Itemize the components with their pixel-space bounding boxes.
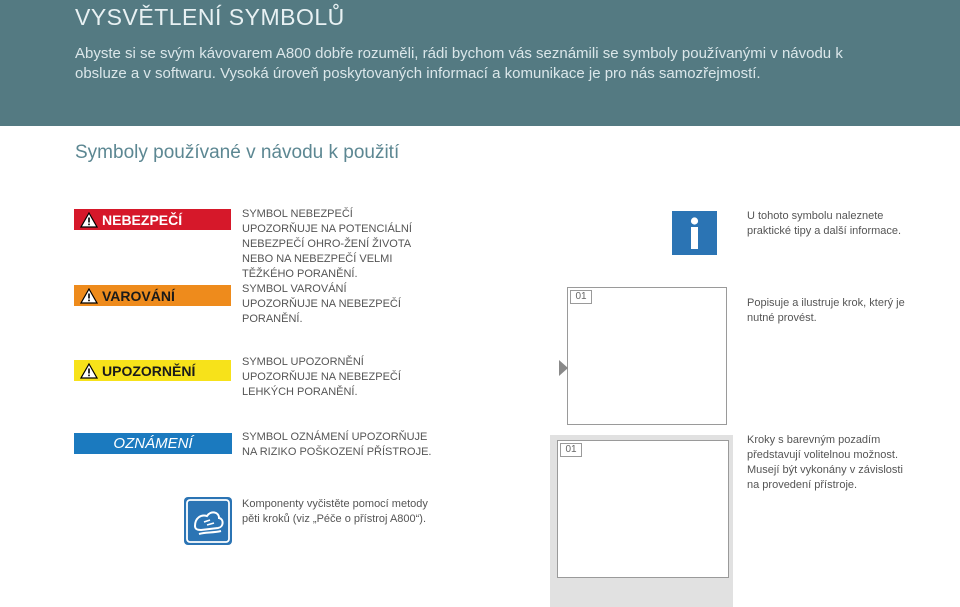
step-arrow-icon <box>559 360 568 376</box>
warning-description: SYMBOL VAROVÁNÍ UPOZORŇUJE NA NEBEZPEČÍ PORANĚNÍ. <box>242 283 401 325</box>
notice-description: SYMBOL OZNÁMENÍ UPOZORŇUJE NA RIZIKO POŠKOZENÍ PŘÍSTROJE. <box>242 431 432 458</box>
caution-label: UPOZORNĚNÍ <box>102 362 196 379</box>
danger-label: NEBEZPEČÍ <box>102 211 183 228</box>
intro-text: Abyste si se svým kávovarem A800 dobře rozuměli, rádi bychom vás seznámili se symboly používanými v návodu k obsluze a v softwaru. Vysoká úroveň poskytovaných informací a komunikace je pro nás samozřejmostí. <box>75 45 843 82</box>
section-title: Symboly používané v návodu k použití <box>75 142 400 163</box>
warning-label: VAROVÁNÍ <box>102 287 175 304</box>
danger-badge <box>74 209 231 230</box>
warning-triangle-icon <box>80 363 98 379</box>
step-illustration-frame <box>567 287 727 425</box>
caution-description: SYMBOL UPOZORNĚNÍ UPOZORŇUJE NA NEBEZPEČÍ LEHKÝCH PORANĚNÍ. <box>242 356 401 398</box>
warning-triangle-icon <box>80 212 98 228</box>
optional-step-description: Kroky s barevným pozadím představují volitelnou možnost. Musejí být vykonány v závislosti na provedení přístroje. <box>747 434 903 491</box>
step-number: 01 <box>570 290 592 304</box>
page-title: VYSVĚTLENÍ SYMBOLŮ <box>75 4 345 30</box>
info-icon <box>672 211 717 255</box>
cleaning-hand-icon <box>183 496 233 546</box>
info-description: U tohoto symbolu naleznete praktické tipy a další informace. <box>747 210 902 237</box>
warning-badge <box>74 285 231 306</box>
step-description: Popisuje a ilustruje krok, který je nutné provést. <box>747 297 905 324</box>
cleaning-description: Komponenty vyčistěte pomocí metody pěti kroků (viz „Péče o přístroj A800“). <box>242 498 428 525</box>
optional-step-number: 01 <box>560 443 582 457</box>
notice-badge <box>74 433 232 454</box>
danger-description: SYMBOL NEBEZPEČÍ UPOZORŇUJE NA POTENCIÁLNÍ NEBEZPEČÍ OHRO-ŽENÍ ŽIVOTA NEBO NA NEBEZPEČÍ VELMI TĚŽKÉHO PORANĚNÍ. <box>242 208 412 280</box>
caution-badge <box>74 360 231 381</box>
header-banner <box>0 0 960 126</box>
optional-step-frame <box>557 440 729 578</box>
warning-triangle-icon <box>80 288 98 304</box>
notice-label: OZNÁMENÍ <box>113 435 193 452</box>
